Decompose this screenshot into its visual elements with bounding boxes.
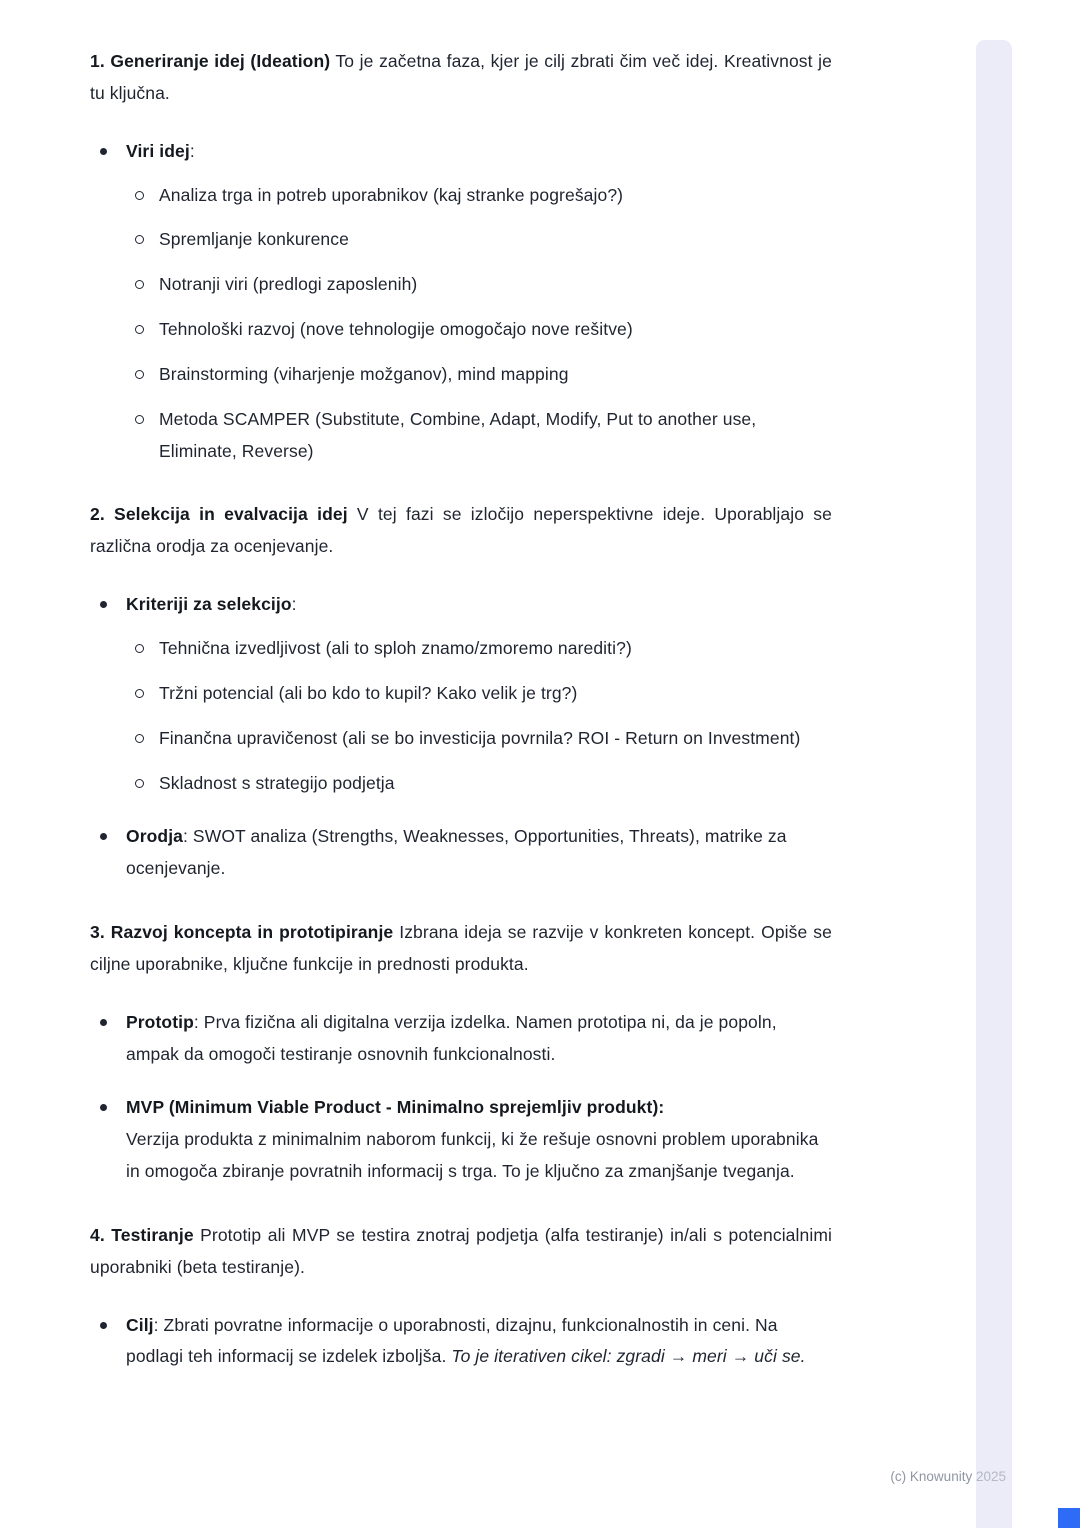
section-3-heading-text: Izbrana ideja se razvije v konkreten koncept. Opiše se ciljne uporabnike, ključne funkcije in prednosti produkta.	[90, 922, 832, 974]
section-2-heading	[90, 499, 832, 563]
sub-list-item: Notranji viri (predlogi zaposlenih)	[159, 269, 832, 301]
list-item-text: Verzija produkta z minimalnim naborom funkcij, ki že rešuje osnovni problem uporabnika in omogoča zbiranje povratnih informacij s trga. To je ključno za zmanjšanje tveganja.	[126, 1129, 819, 1182]
sub-list-item: Tehnološki razvoj (nove tehnologije omogočajo nove rešitve)	[159, 314, 832, 346]
sub-list-item: Analiza trga in potreb uporabnikov (kaj stranke pogrešajo?)	[159, 180, 832, 212]
list-item-lead: Orodja	[126, 826, 183, 847]
section-4-bullet-list	[90, 1310, 832, 1374]
sub-list-item: Spremljanje konkurence	[159, 224, 832, 256]
section-1-heading-bold: 1. Generiranje idej (Ideation)	[90, 51, 331, 71]
section-2-heading-bold: 2. Selekcija in evalvacija idej	[90, 504, 348, 525]
list-item-text: :	[189, 140, 195, 161]
copyright-year: 2025	[972, 1469, 1006, 1484]
sub-list-item: Tržni potencial (ali bo kdo to kupil? Kako velik je trg?)	[159, 678, 832, 710]
section-2-heading-text: V tej fazi se izločijo neperspektivne ideje. Uporabljajo se različna orodja za ocenjevanje.	[90, 504, 832, 557]
section-2-bullet-list	[90, 589, 832, 885]
section-1-heading-text: To je začetna faza, kjer je cilj zbrati čim več idej. Kreativnost je tu ključna.	[90, 51, 832, 103]
copyright-text: (c) Knowunity	[890, 1469, 973, 1484]
list-item-lead: Viri idej	[126, 140, 190, 161]
list-item-lead: Prototip	[126, 1011, 194, 1032]
list-item	[126, 821, 832, 885]
section-1-bullet-list	[90, 136, 832, 468]
list-item	[126, 1007, 832, 1071]
list-item	[126, 1092, 832, 1188]
sub-bullet-list	[126, 633, 832, 799]
section-4-heading	[90, 1220, 832, 1284]
section-3-heading-bold: 3. Razvoj koncepta in prototipiranje	[90, 922, 394, 943]
section-3-bullet-list	[90, 1007, 832, 1188]
document-content	[90, 46, 832, 1405]
section-4-heading-text: Prototip ali MVP se testira znotraj podjetja (alfa testiranje) in/ali s potencialnimi uporabniki (beta testiranje).	[90, 1224, 832, 1277]
list-item-text: : Zbrati povratne informacije o uporabnosti, dizajnu, funkcionalnostih in ceni. Na podlagi teh informacij se izdelek izboljša.	[126, 1314, 778, 1367]
list-item	[126, 136, 832, 468]
list-item-lead: MVP (Minimum Viable Product - Minimalno sprejemljiv produkt):	[126, 1097, 665, 1118]
section-1-heading	[90, 46, 832, 110]
list-item-lead: Kriteriji za selekcijo	[126, 594, 292, 615]
sub-list-item: Tehnična izvedljivost (ali to sploh znamo/zmoremo narediti?)	[159, 633, 832, 665]
list-item-italic-text: To je iterativen cikel: zgradi → meri → uči se.	[451, 1346, 806, 1367]
list-item-lead: Cilj	[126, 1314, 154, 1335]
sub-list-item: Skladnost s strategijo podjetja	[159, 768, 832, 800]
copyright-watermark	[890, 1469, 1006, 1484]
sub-list-item: Metoda SCAMPER (Substitute, Combine, Adapt, Modify, Put to another use, Eliminate, Reverse)	[159, 404, 832, 468]
section-4-heading-bold: 4. Testiranje	[90, 1224, 194, 1245]
list-item	[126, 589, 832, 799]
sub-list-item: Finančna upravičenost (ali se bo investicija povrnila? ROI - Return on Investment)	[159, 723, 832, 755]
bottom-right-accent	[1058, 1508, 1080, 1528]
list-item-text: :	[291, 594, 297, 615]
scrollbar-track[interactable]	[976, 40, 1012, 1528]
list-item-text: : Prva fizična ali digitalna verzija izdelka. Namen prototipa ni, da je popoln, ampak da omogoči testiranje osnovnih funkcionalnosti.	[126, 1011, 777, 1064]
sub-list-item: Brainstorming (viharjenje možganov), mind mapping	[159, 359, 832, 391]
list-item	[126, 1310, 832, 1374]
list-item-text: : SWOT analiza (Strengths, Weaknesses, Opportunities, Threats), matrike za ocenjevanje.	[126, 826, 787, 879]
section-3-heading	[90, 917, 832, 981]
sub-bullet-list	[126, 180, 832, 468]
